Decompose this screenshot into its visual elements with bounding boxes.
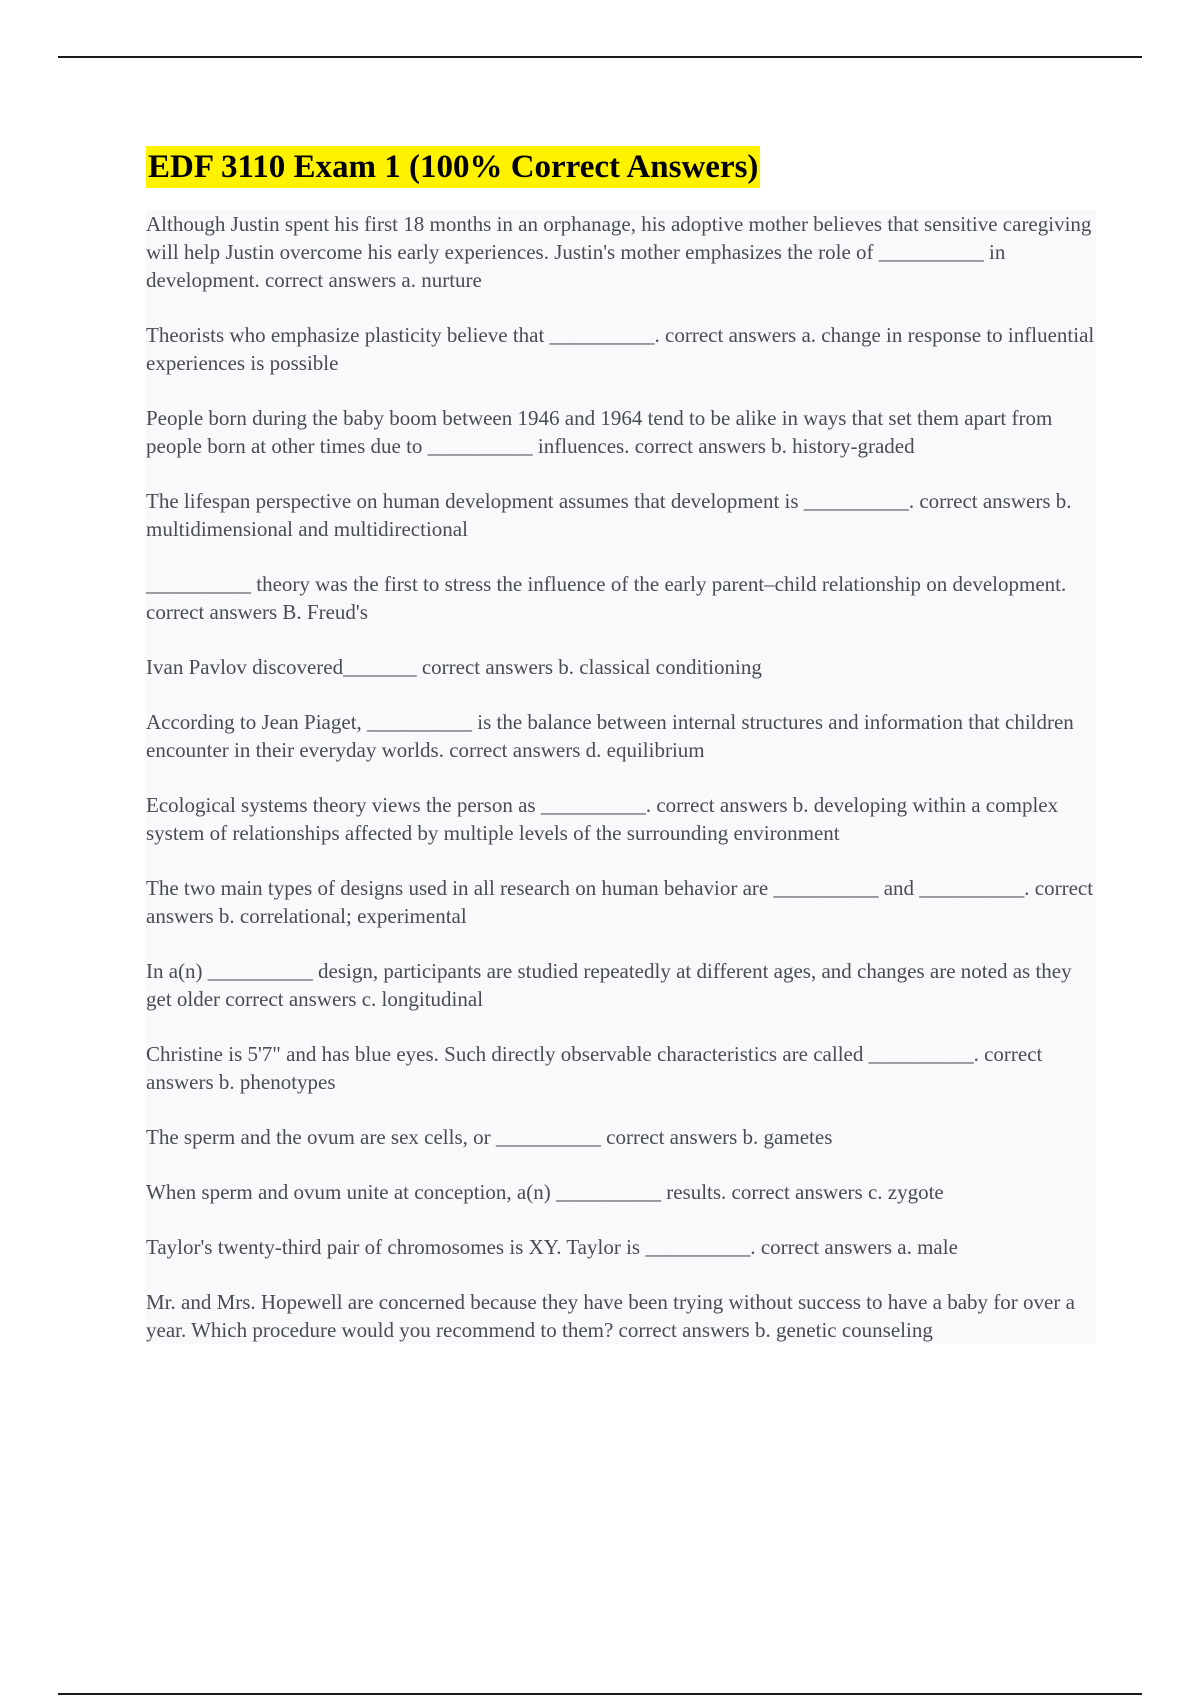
document-body xyxy=(146,146,1096,1344)
qa-item: The two main types of designs used in all research on human behavior are __________ and __________. correct answers b. correlational; experimental xyxy=(146,876,1094,928)
qa-item: The lifespan perspective on human development assumes that development is __________. correct answers b. multidimensional and multidirectional xyxy=(146,489,1072,541)
qa-item: Taylor's twenty-third pair of chromosomes is XY. Taylor is __________. correct answers a. male xyxy=(146,1235,958,1259)
qa-item: When sperm and ovum unite at conception, a(n) __________ results. correct answers c. zygote xyxy=(146,1180,944,1204)
document-title: EDF 3110 Exam 1 (100% Correct Answers) xyxy=(146,146,760,188)
qa-item: Ivan Pavlov discovered_______ correct answers b. classical conditioning xyxy=(146,655,762,679)
qa-item: Although Justin spent his first 18 months in an orphanage, his adoptive mother believes that sensitive caregiving will help Justin overcome his early experiences. Justin's mother emphasizes the role of __________ in development. correct answers a. nurture xyxy=(146,212,1092,292)
qa-list xyxy=(146,210,1096,1344)
qa-item: Ecological systems theory views the person as __________. correct answers b. developing within a complex system of relationships affected by multiple levels of the surrounding environment xyxy=(146,793,1059,845)
qa-item: According to Jean Piaget, __________ is the balance between internal structures and information that children encounter in their everyday worlds. correct answers d. equilibrium xyxy=(146,710,1074,762)
qa-item: __________ theory was the first to stress the influence of the early parent–child relationship on development. correct answers B. Freud's xyxy=(146,572,1067,624)
qa-item: Mr. and Mrs. Hopewell are concerned because they have been trying without success to have a baby for over a year. Which procedure would you recommend to them? correct answers b. genetic counseling xyxy=(146,1290,1075,1342)
qa-item: People born during the baby boom between 1946 and 1964 tend to be alike in ways that set them apart from people born at other times due to __________ influences. correct answers b. history-graded xyxy=(146,406,1053,458)
qa-item: In a(n) __________ design, participants are studied repeatedly at different ages, and changes are noted as they get older correct answers c. longitudinal xyxy=(146,959,1072,1011)
qa-item: The sperm and the ovum are sex cells, or __________ correct answers b. gametes xyxy=(146,1125,833,1149)
bottom-rule xyxy=(58,1693,1142,1695)
qa-item: Theorists who emphasize plasticity believe that __________. correct answers a. change in response to influential experiences is possible xyxy=(146,323,1095,375)
qa-item: Christine is 5'7" and has blue eyes. Such directly observable characteristics are called __________. correct answers b. phenotypes xyxy=(146,1042,1043,1094)
top-rule xyxy=(58,56,1142,58)
